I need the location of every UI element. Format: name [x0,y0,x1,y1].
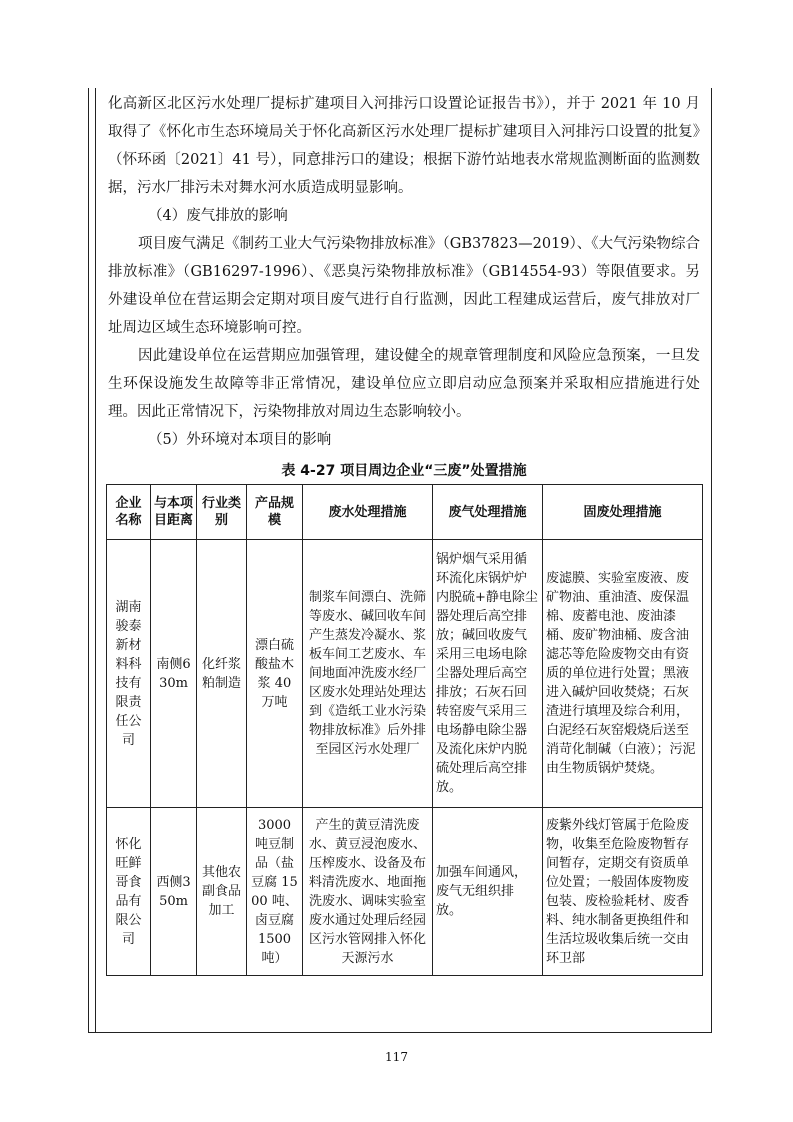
header-solid: 固废处理措施 [543,485,703,540]
page-number: 117 [385,1050,408,1064]
header-distance: 与本项目距离 [151,485,197,540]
header-company: 企业名称 [107,485,151,540]
cell-scale: 3000 吨豆制品（盐豆腐 1500 吨、卤豆腐 1500 吨） [247,808,303,976]
table-row [107,808,703,976]
cell-water: 制浆车间漂白、洗筛等废水、碱回收车间产生蒸发冷凝水、浆板车间工艺废水、车间地面冲洗废水经厂区废水处理站处理达到《造纸工业水污染物排放标准》后外排至园区污水处理厂 [303,540,433,808]
cell-distance: 南侧630m [151,540,197,808]
frame-inner-line [95,88,96,1032]
paragraph-wastewater-outfall: 化高新区北区污水处理厂提标扩建项目入河排污口设置论证报告书》），并于 2021 年 10 月取得了《怀化市生态环境局关于怀化高新区污水处理厂提标扩建项目入河排污口设置的批复》（怀环函〔2021〕41 号），同意排污口的建设；根据下游竹站地表水常规监测断面的监测数据，污水厂排污未对舞水河水质造成明显影响。 [108,96,700,196]
cell-company: 怀化旺鲜哥食品有限公司 [107,808,151,976]
header-gas: 废气处理措施 [433,485,543,540]
surrounding-enterprises-table [106,484,703,976]
cell-scale: 漂白硫酸盐木浆 40 万吨 [247,540,303,808]
table-row [107,540,703,808]
table-header-row [107,485,703,540]
paragraph-exhaust-standards: 项目废气满足《制药工业大气污染物排放标准》（GB37823—2019）、《大气污染物综合排放标准》（GB16297-1996）、《恶臭污染物排放标准》（GB14554-93）等限值要求。另外建设单位在营运期会定期对项目废气进行自行监测，因此工程建成运营后，废气排放对厂址周边区域生态环境影响可控。 [108,236,701,336]
table-caption: 表 4-27 项目周边企业“三废”处置措施 [281,463,527,479]
document-body [108,90,700,976]
header-water: 废水处理措施 [303,485,433,540]
cell-industry: 其他农副食品加工 [197,808,247,976]
cell-company: 湖南骏泰新材料科技有限责任公司 [107,540,151,808]
cell-gas: 加强车间通风，废气无组织排放。 [433,808,543,976]
paragraph-management: 因此建设单位在运营期应加强管理，建设健全的规章管理制度和风险应急预案，一旦发生环保设施发生故障等非正常情况，建设单位应立即启动应急预案并采取相应措施进行处理。因此正常情况下，污染物排放对周边生态影响较小。 [108,348,700,420]
heading-external-environment: （5）外环境对本项目的影响 [148,432,332,448]
cell-gas: 锅炉烟气采用循环流化床锅炉炉内脱硫+静电除尘器处理后高空排放；碱回收废气采用三电场电除尘器处理后高空排放；石灰石回转窑废气采用三电场静电除尘器及流化床炉内脱硫处理后高空排放。 [433,540,543,808]
header-industry: 行业类别 [197,485,247,540]
cell-solid: 废紫外线灯管属于危险废物，收集至危险废物暂存间暂存，定期交有资质单位处置；一般固体废物废包装、废检验耗材、废香料、纯水制备更换组件和生活垃圾收集后统一交由环卫部 [543,808,703,976]
header-scale: 产品规模 [247,485,303,540]
heading-exhaust-impact: （4）废气排放的影响 [148,208,288,224]
cell-solid: 废滤膜、实验室废液、废矿物油、重油渣、废保温棉、废蓄电池、废油漆桶、废矿物油桶、废含油滤芯等危险废物交由有资质的单位进行处置；黑液进入碱炉回收焚烧；石灰渣进行填埋及综合利用，白泥经石灰窑煅烧后送至消苛化制碱（白液）；污泥由生物质锅炉焚烧。 [543,540,703,808]
cell-distance: 西侧350m [151,808,197,976]
cell-industry: 化纤浆粕制造 [197,540,247,808]
cell-water: 产生的黄豆清洗废水、黄豆浸泡废水、压榨废水、设备及布料清洗废水、地面拖洗废水、调味实验室废水通过处理后经园区污水管网排入怀化天源污水 [303,808,433,976]
